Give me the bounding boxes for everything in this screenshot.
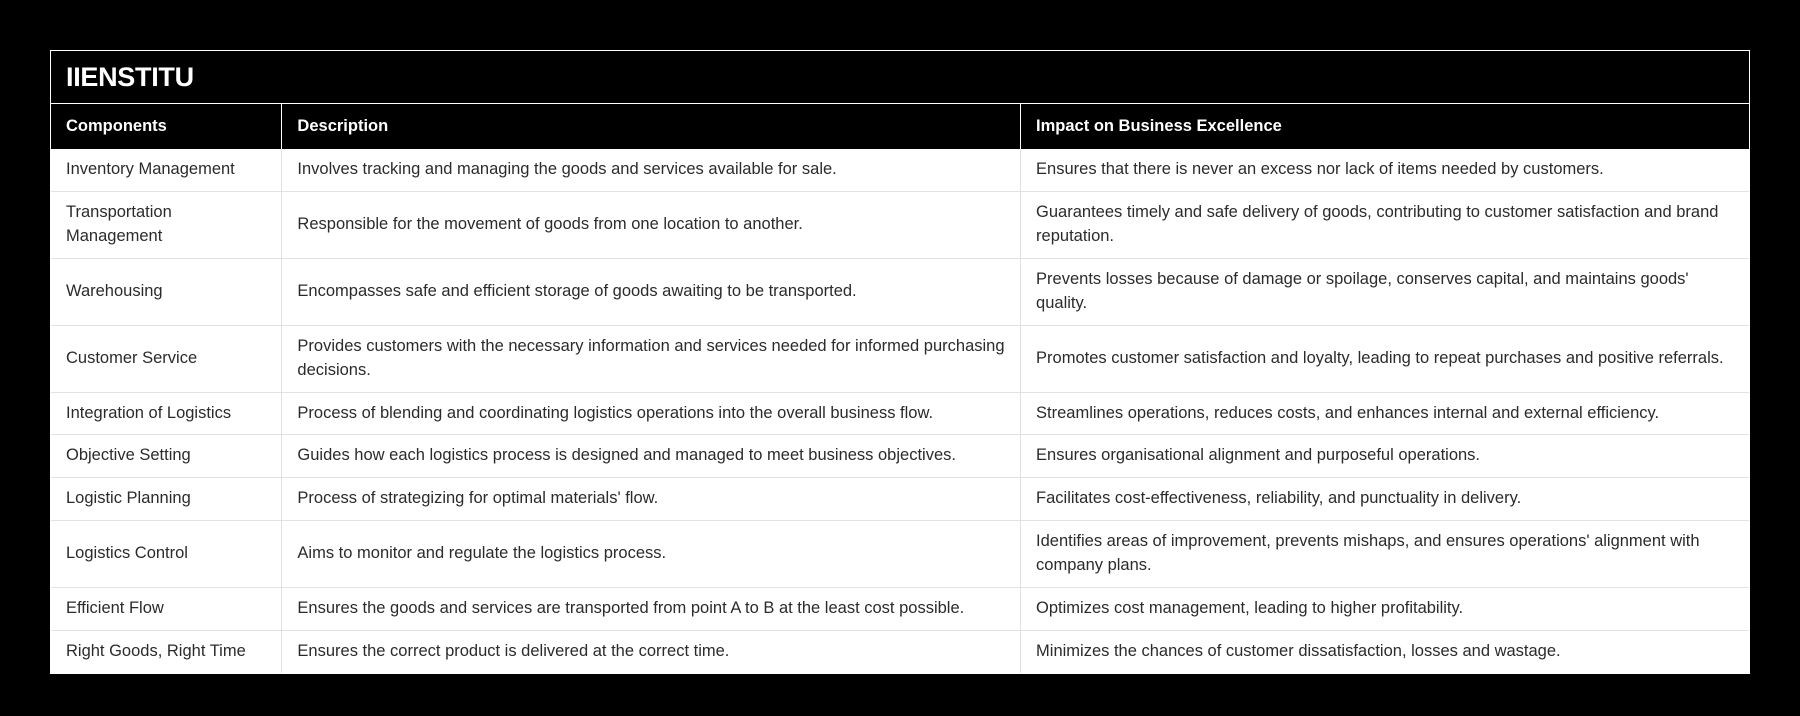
impact-cell: Ensures organisational alignment and purposeful operations. <box>1021 435 1749 478</box>
table-row <box>51 478 1749 521</box>
table-row <box>51 258 1749 325</box>
table-row <box>51 149 1749 191</box>
brand-title: IIENSTITU <box>51 51 1749 104</box>
logistics-table-panel <box>50 50 1750 674</box>
description-cell: Involves tracking and managing the goods and services available for sale. <box>282 149 1021 191</box>
impact-cell: Optimizes cost management, leading to higher profitability. <box>1021 588 1749 631</box>
table-row <box>51 435 1749 478</box>
impact-cell: Ensures that there is never an excess nor lack of items needed by customers. <box>1021 149 1749 191</box>
description-cell: Process of blending and coordinating logistics operations into the overall business flow. <box>282 392 1021 435</box>
description-cell: Aims to monitor and regulate the logistics process. <box>282 521 1021 588</box>
table-row <box>51 631 1749 673</box>
component-cell: Objective Setting <box>51 435 282 478</box>
description-cell: Responsible for the movement of goods from one location to another. <box>282 192 1021 259</box>
column-header-impact: Impact on Business Excellence <box>1021 104 1749 149</box>
table-header-row <box>51 104 1749 149</box>
component-cell: Right Goods, Right Time <box>51 631 282 673</box>
impact-cell: Minimizes the chances of customer dissatisfaction, losses and wastage. <box>1021 631 1749 673</box>
description-cell: Process of strategizing for optimal materials' flow. <box>282 478 1021 521</box>
component-cell: Logistics Control <box>51 521 282 588</box>
component-cell: Warehousing <box>51 258 282 325</box>
impact-cell: Identifies areas of improvement, prevents mishaps, and ensures operations' alignment with company plans. <box>1021 521 1749 588</box>
component-cell: Customer Service <box>51 325 282 392</box>
impact-cell: Facilitates cost-effectiveness, reliability, and punctuality in delivery. <box>1021 478 1749 521</box>
component-cell: Integration of Logistics <box>51 392 282 435</box>
description-cell: Provides customers with the necessary information and services needed for informed purchasing decisions. <box>282 325 1021 392</box>
impact-cell: Prevents losses because of damage or spoilage, conserves capital, and maintains goods' quality. <box>1021 258 1749 325</box>
table-row <box>51 588 1749 631</box>
table-row <box>51 521 1749 588</box>
component-cell: Logistic Planning <box>51 478 282 521</box>
table-row <box>51 192 1749 259</box>
column-header-components: Components <box>51 104 282 149</box>
component-cell: Transportation Management <box>51 192 282 259</box>
table-row <box>51 325 1749 392</box>
impact-cell: Guarantees timely and safe delivery of goods, contributing to customer satisfaction and brand reputation. <box>1021 192 1749 259</box>
impact-cell: Streamlines operations, reduces costs, and enhances internal and external efficiency. <box>1021 392 1749 435</box>
logistics-components-table <box>51 104 1749 673</box>
description-cell: Ensures the goods and services are transported from point A to B at the least cost possible. <box>282 588 1021 631</box>
column-header-description: Description <box>282 104 1021 149</box>
table-row <box>51 392 1749 435</box>
description-cell: Ensures the correct product is delivered at the correct time. <box>282 631 1021 673</box>
component-cell: Efficient Flow <box>51 588 282 631</box>
description-cell: Encompasses safe and efficient storage of goods awaiting to be transported. <box>282 258 1021 325</box>
impact-cell: Promotes customer satisfaction and loyalty, leading to repeat purchases and positive referrals. <box>1021 325 1749 392</box>
component-cell: Inventory Management <box>51 149 282 191</box>
description-cell: Guides how each logistics process is designed and managed to meet business objectives. <box>282 435 1021 478</box>
